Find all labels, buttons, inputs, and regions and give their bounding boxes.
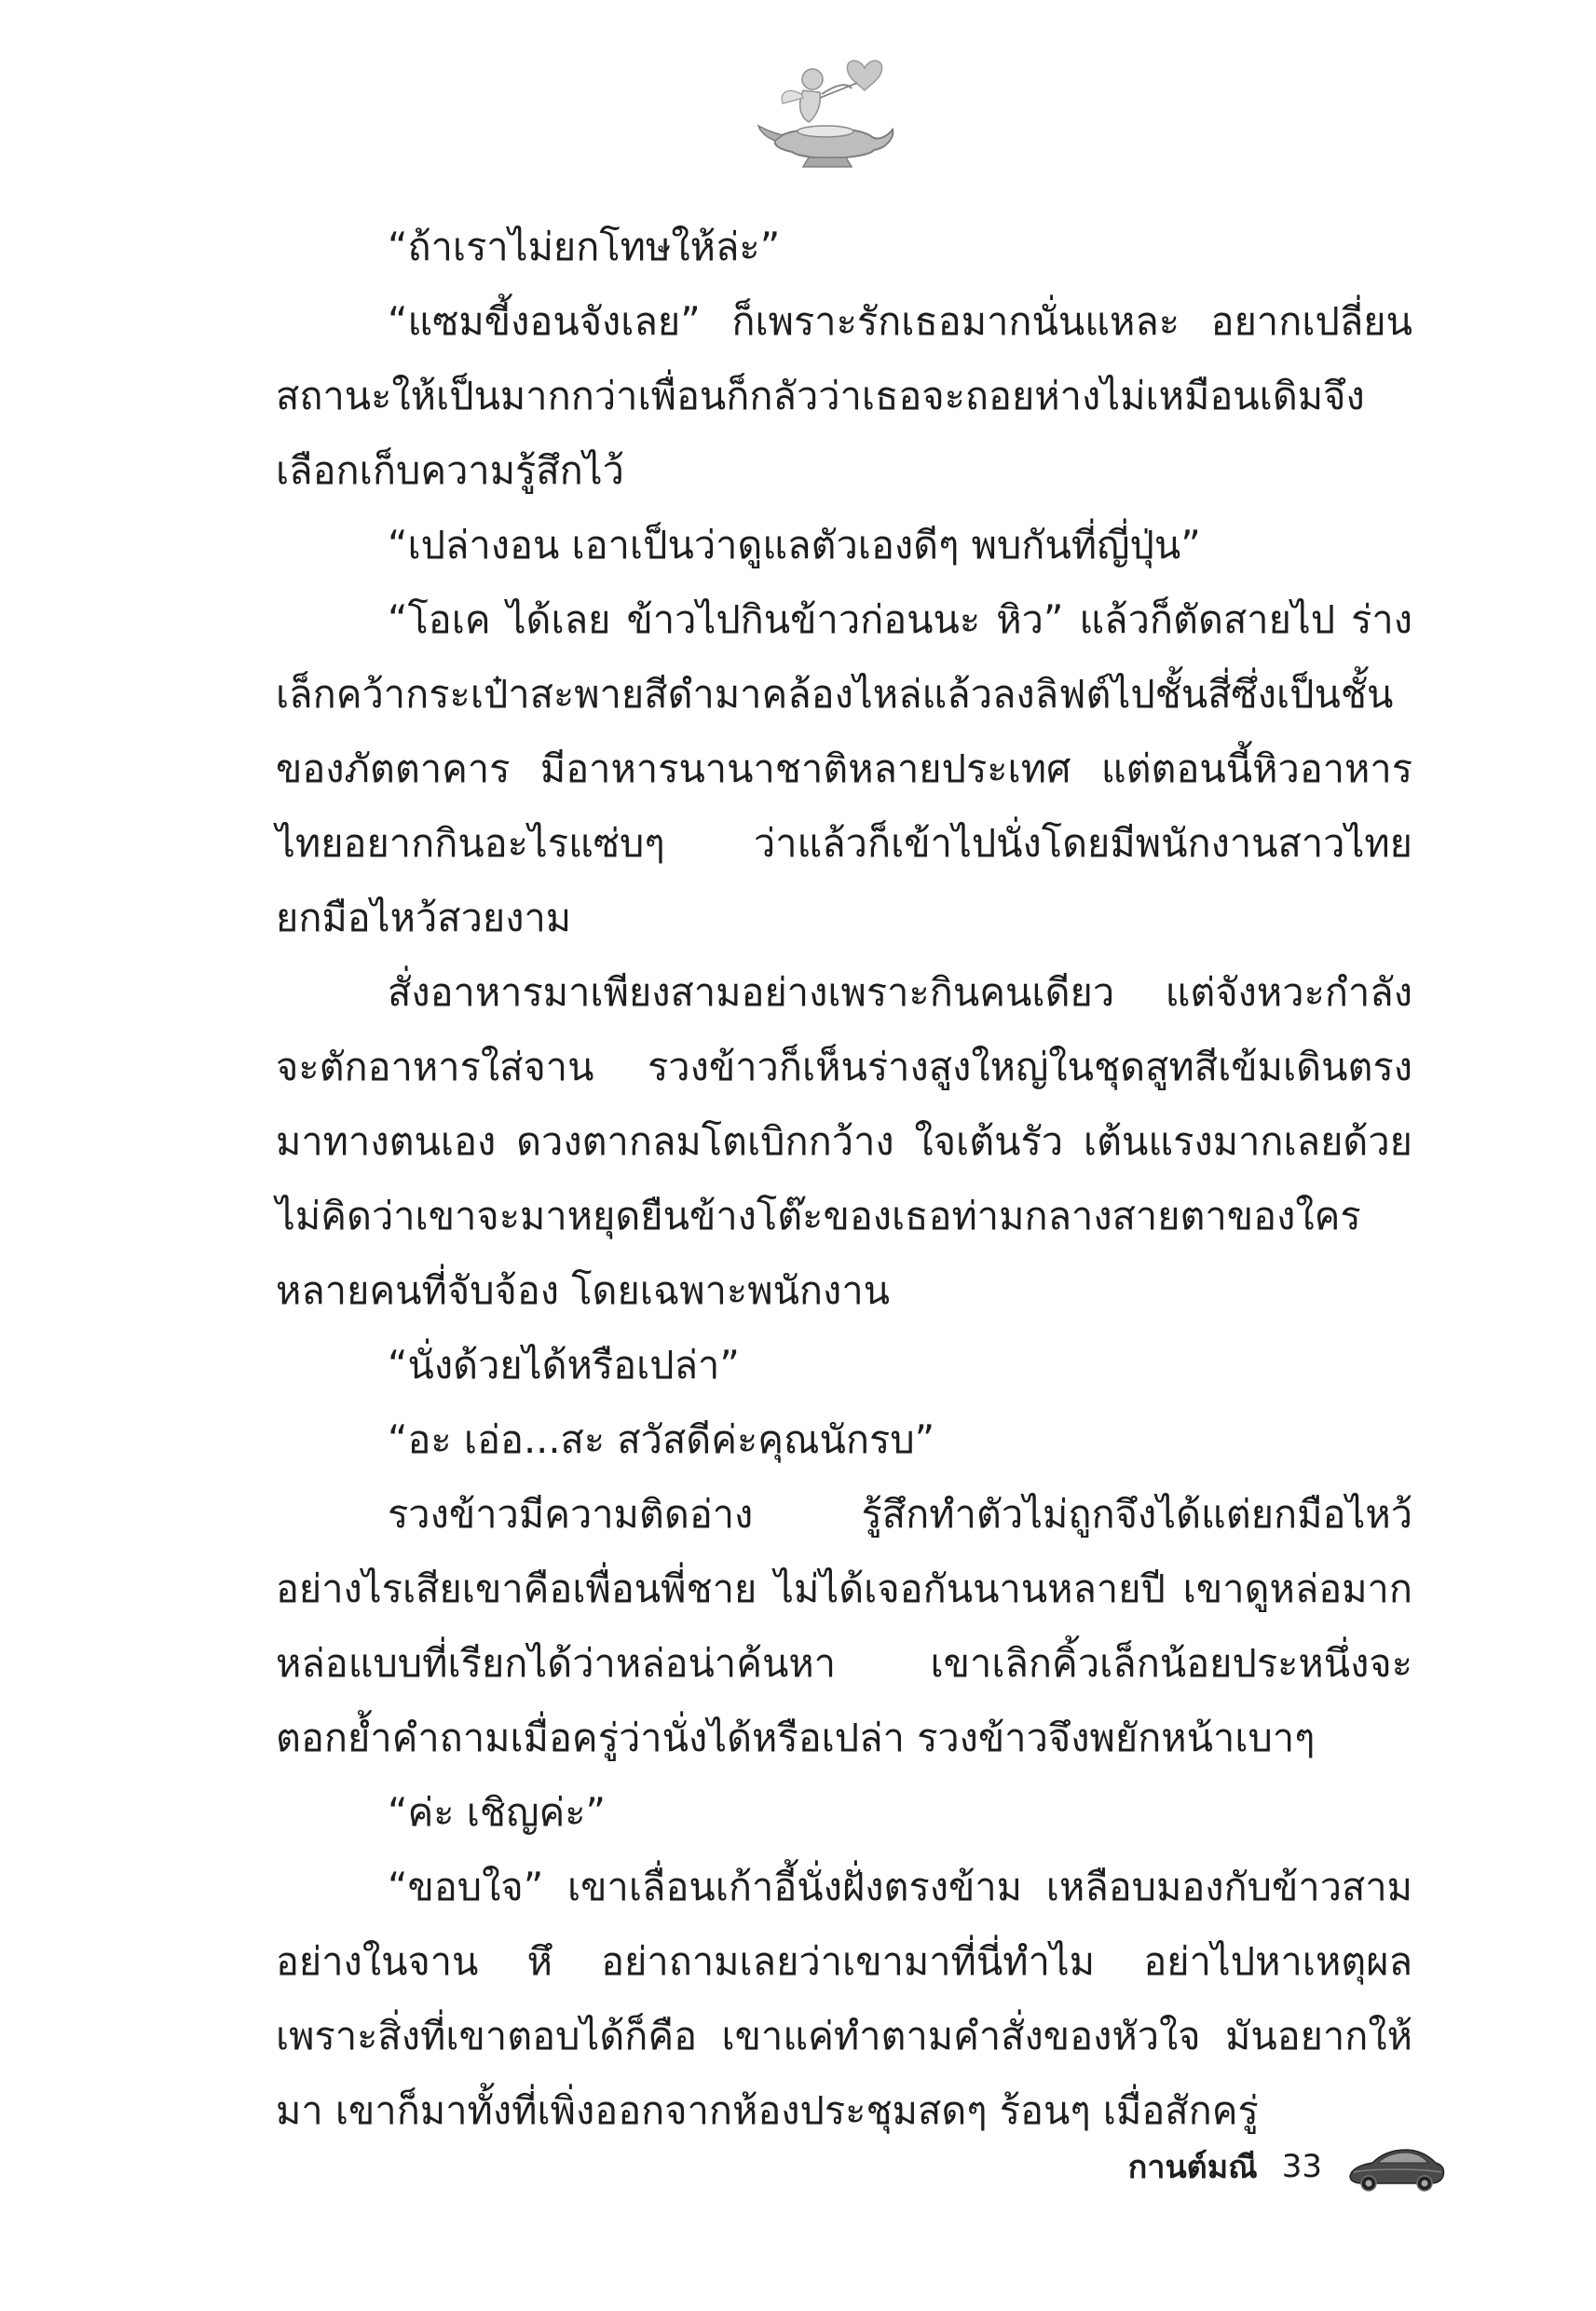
sports-car-icon (1344, 2140, 1447, 2193)
paragraph: “แซมขี้งอนจังเลย” ก็เพราะรักเธอมากนั่นแหละ อยากเปลี่ยนสถานะให้เป็นมากกว่าเพื่อนก็กลัวว่าเธอจะถอยห่างไม่เหมือนเดิมจึงเลือกเก็บความรู้สึกไว้ (276, 298, 1412, 493)
page-number: 33 (1281, 2148, 1322, 2185)
paragraph: “ขอบใจ” เขาเลื่อนเก้าอี้นั่งฝั่งตรงข้าม เหลือบมองกับข้าวสามอย่างในจาน หึ อย่าถามเลยว่าเขามาที่นี่ทำไม อย่าไปหาเหตุผล เพราะสิ่งที่เขาตอบได้ก็คือ เขาแค่ทำตามคำสั่งของหัวใจ มันอยากให้มา เขาก็มาทั้งที่เพิ่งออกจากห้องประชุมสดๆ ร้อนๆ เมื่อสักครู่ (276, 1864, 1412, 2133)
paragraph: “เปล่างอน เอาเป็นว่าดูแลตัวเองดีๆ พบกันที่ญี่ปุ่น” (388, 522, 1201, 567)
paragraph: “ค่ะ เชิญค่ะ” (388, 1789, 607, 1835)
paragraph: “โอเค ได้เลย ข้าวไปกินข้าวก่อนนะ หิว” แล้วก็ตัดสายไป ร่างเล็กคว้ากระเป๋าสะพายสีดำมาคล้องไหล่แล้วลงลิฟต์ไปชั้นสี่ซึ่งเป็นชั้นของภัตตาคาร มีอาหารนานาชาติหลายประเทศ แต่ตอนนี้หิวอาหารไทยอยากกินอะไรแซ่บๆ ว่าแล้วก็เข้าไปนั่งโดยมีพนักงานสาวไทยยกมือไหว้สวยงาม (276, 596, 1412, 940)
paragraph: รวงข้าวมีความติดอ่าง รู้สึกทำตัวไม่ถูกจึงได้แต่ยกมือไหว้อย่างไรเสียเขาคือเพื่อนพี่ชาย ไม่ได้เจอกันนานหลายปี เขาดูหล่อมากหล่อแบบที่เรียกได้ว่าหล่อน่าค้นหา เขาเลิกคิ้วเล็กน้อยประหนึ่งจะตอกย้ำคำถามเมื่อครู่ว่านั่งได้หรือเปล่า รวงข้าวจึงพยักหน้าเบาๆ (276, 1491, 1412, 1760)
book-title: กานต์มณี (1127, 2149, 1258, 2186)
paragraph: “ถ้าเราไม่ยกโทษให้ล่ะ” (388, 224, 781, 269)
page-footer (1128, 2134, 1447, 2199)
paragraph: “อะ เอ่อ...สะ สวัสดีค่ะคุณนักรบ” (388, 1416, 935, 1462)
genie-lamp-with-cupid-icon (755, 51, 904, 172)
body-text (276, 210, 1412, 2148)
paragraph: “นั่งด้วยได้หรือเปล่า” (388, 1342, 740, 1388)
paragraph: สั่งอาหารมาเพียงสามอย่างเพราะกินคนเดียว แต่จังหวะกำลังจะตักอาหารใส่จาน รวงข้าวก็เห็นร่างสูงใหญ่ในชุดสูทสีเข้มเดินตรงมาทางตนเอง ดวงตากลมโตเบิกกว้าง ใจเต้นรัว เต้นแรงมากเลยด้วยไม่คิดว่าเขาจะมาหยุดยืนข้างโต๊ะของเธอท่ามกลางสายตาของใครหลายคนที่จับจ้อง โดยเฉพาะพนักงาน (276, 969, 1412, 1313)
